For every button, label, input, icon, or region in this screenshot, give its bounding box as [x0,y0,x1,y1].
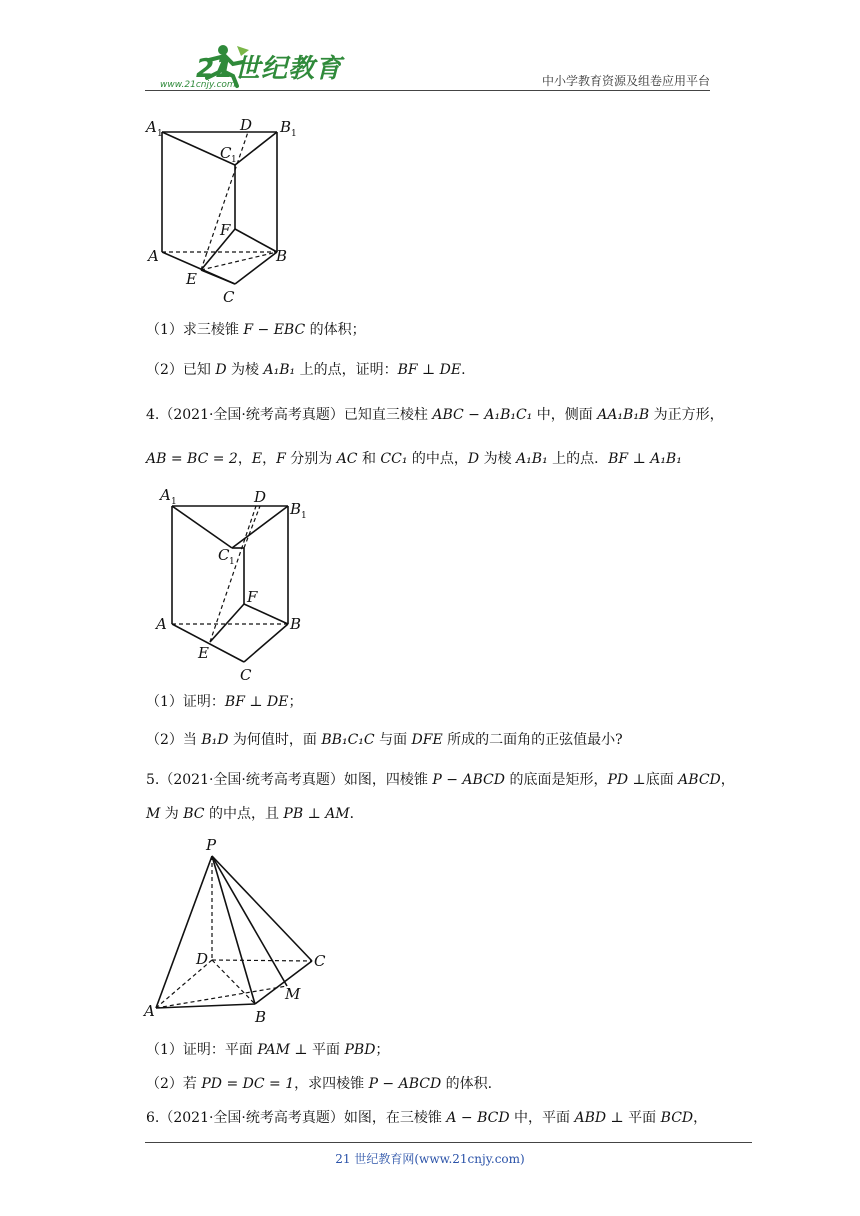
fig2-label: A [156,615,167,633]
fig3-label: C [314,952,326,970]
fig2-label: D [254,488,267,506]
fig2-label: B [290,615,302,633]
fig2-label: C [240,666,252,684]
fig1-label: F [220,221,231,239]
q4-part2: （2）当 B₁D 为何值时，面 BB₁C₁C 与面 DFE 所成的二面角的正弦值最小? [146,732,623,748]
q6-stem-line1: 6.（2021·全国·统考高考真题）如图，在三棱锥 A − BCD 中，平面 ABD ⊥ 平面 BCD， [146,1110,708,1126]
fig3-label: B [255,1008,267,1026]
q5-stem-line2: M 为 BC 的中点，且 PB ⊥ AM． [146,806,364,822]
footer-text: 21 世纪教育网(www.21cnjy.com) [335,1152,525,1166]
q4-part1: （1）证明：BF ⊥ DE； [146,694,303,710]
fig2-label: A [160,486,171,504]
header-tagline: 中小学教育资源及组卷应用平台 [541,74,710,88]
fig2-label: C [218,546,230,564]
fig2-label: 1 [301,511,307,521]
fig1-label: E [186,270,197,288]
fig1-label: C [220,144,232,162]
fig3-label: D [196,950,209,968]
q5-part2: （2）若 PD = DC = 1，求四棱锥 P − ABCD 的体积. [146,1076,493,1092]
fig1-label: 1 [291,129,297,139]
fig3-label: A [144,1002,155,1020]
q4-stem-line2: AB = BC = 2，E，F 分别为 AC 和 CC₁ 的中点，D 为棱 A₁B₁ 上的点．BF ⊥ A₁B₁ [146,451,682,467]
brand-url: www.21cnjy.com [160,80,236,90]
q4-stem-line1: 4.（2021·全国·统考高考真题）已知直三棱柱 ABC − A₁B₁C₁ 中，侧面 AA₁B₁B 为正方形， [146,407,724,423]
fig2-label: 1 [229,557,235,567]
figure-prism-1 [140,112,300,308]
q5-stem-line1: 5.（2021·全国·统考高考真题）如图，四棱锥 P − ABCD 的底面是矩形，PD ⊥底面 ABCD， [146,772,735,788]
fig1-label: 1 [231,155,237,165]
fig1-label: D [240,116,253,134]
q3-part1: （1）求三棱锥 F − EBC 的体积； [146,322,366,338]
fig2-label: F [247,588,258,606]
page-header [0,0,860,92]
figure-pyramid [140,836,340,1028]
q3-part2: （2）已知 D 为棱 A₁B₁ 上的点，证明：BF ⊥ DE. [146,362,466,378]
fig3-label: P [206,836,217,854]
fig3-label: M [285,985,301,1003]
fig1-label: A [148,247,159,265]
figure-prism-2 [150,484,320,684]
fig1-label: C [223,288,235,306]
fig1-label: B [280,118,292,136]
brand-name: 21世纪教育 [196,54,343,84]
fig2-label: E [198,644,209,662]
fig2-label: 1 [171,497,177,507]
footer-divider [145,1142,752,1143]
q5-part1: （1）证明：平面 PAM ⊥ 平面 PBD； [146,1042,390,1058]
fig1-label: 1 [157,129,163,139]
fig1-label: B [276,247,288,265]
fig2-label: B [290,500,302,518]
fig1-label: A [146,118,157,136]
header-divider [145,90,710,91]
